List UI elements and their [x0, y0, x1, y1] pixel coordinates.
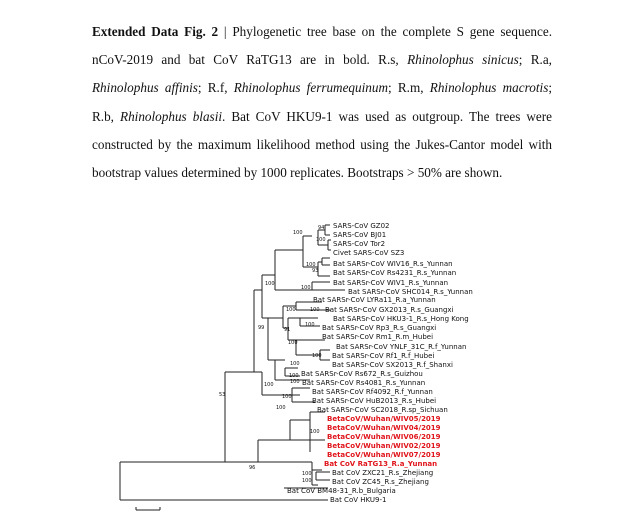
leaf-label: Bat SARSr-CoV SHC014_R.s_Yunnan	[348, 288, 473, 296]
bootstrap-value: 100	[305, 322, 315, 328]
bootstrap-value: 100	[289, 373, 299, 379]
bootstrap-value: 100	[302, 471, 312, 477]
bootstrap-value: 100	[293, 230, 303, 236]
bootstrap-value: 100	[310, 307, 320, 313]
branch	[325, 225, 330, 235]
species-name: Rhinolophus blasii	[120, 108, 223, 124]
caption-text: ; R.b,	[92, 80, 552, 124]
bootstrap-value: 96	[249, 465, 256, 471]
bootstrap-value: 94	[318, 225, 325, 231]
branch	[275, 250, 312, 290]
species-name: Rhinolophus macrotis	[429, 80, 549, 96]
leaf-label-highlight: BetaCoV/Wuhan/WIV02/2019	[327, 442, 441, 450]
bootstrap-value: 91	[284, 327, 291, 333]
bootstrap-value: 100	[286, 307, 296, 313]
leaf-label: Bat SARSr-CoV SX2013_R.f_Shanxi	[332, 361, 453, 369]
leaf-label: Bat CoV HKU9-1	[330, 496, 387, 504]
caption-text: ; R.m,	[388, 80, 430, 96]
leaf-label: SARS-CoV Tor2	[333, 240, 386, 248]
bootstrap-value: 100	[310, 429, 320, 435]
leaf-label: Bat SARSr-CoV WIV1_R.s_Yunnan	[333, 279, 449, 287]
caption-text: . Bat CoV HKU9-1 was used as outgroup. The trees were constructed by the maximum likelihood method using the Jukes-Cantor model with bootstrap values determined by 1000 replicates. Bootstraps > 50% are shown.	[92, 108, 553, 181]
branch	[328, 240, 331, 250]
bootstrap-value: 53	[219, 392, 226, 398]
scale-bar	[136, 507, 160, 510]
leaf-label: Bat SARSr-CoV YNLF_31C_R.f_Yunnan	[336, 343, 467, 351]
leaf-label: Bat SARSr-CoV HuB2013_R.s_Hubei	[312, 397, 437, 405]
bootstrap-value: 99	[258, 325, 265, 331]
leaf-label: Bat SARSr-CoV GX2013_R.s_Guangxi	[325, 306, 454, 314]
bootstrap-value: 100	[316, 237, 326, 243]
species-name: Rhinolophus affinis	[92, 80, 198, 96]
leaf-label: Bat SARSr-CoV Rs4081_R.s_Yunnan	[302, 379, 426, 387]
leaf-label-highlight: BetaCoV/Wuhan/WIV06/2019	[327, 433, 441, 441]
bootstrap-value: 100	[302, 478, 312, 484]
leaf-label: Bat SARSr-CoV Rs4231_R.s_Yunnan	[333, 269, 457, 277]
leaf-label: Civet SARS-CoV SZ3	[333, 249, 405, 257]
caption-text: nCoV-2019 and bat CoV RaTG13 are in bold. R.s,	[92, 52, 408, 68]
bootstrap-value: 100	[282, 394, 292, 400]
caption-separator: |	[218, 24, 233, 39]
leaf-label-highlight: BetaCoV/Wuhan/WIV04/2019	[327, 424, 441, 432]
caption-text: Phylogenetic tree base on the complete S gene sequence.	[232, 24, 553, 39]
bootstrap-value: 100	[265, 281, 275, 287]
bootstrap-value: 100	[301, 285, 311, 291]
branch	[322, 258, 330, 265]
figure-label: Extended Data Fig. 2	[92, 24, 219, 39]
leaf-label: Bat CoV ZC45_R.s_Zhejiang	[332, 478, 429, 486]
leaf-label: Bat SARSr-CoV Rf1_R.f_Hubei	[332, 352, 435, 360]
leaf-label-highlight: BetaCoV/Wuhan/WIV05/2019	[327, 415, 441, 423]
leaf-label: Bat SARSr-CoV Rs672_R.s_Guizhou	[301, 370, 423, 378]
branch	[258, 440, 312, 462]
bootstrap-value: 100	[264, 382, 274, 388]
leaf-label: Bat SARSr-CoV WIV16_R.s_Yunnan	[333, 260, 453, 268]
leaf-label: Bat SARSr-CoV Rf4092_R.f_Yunnan	[312, 388, 433, 396]
species-name: Rhinolophus ferrumequinum	[233, 80, 388, 96]
leaf-label: Bat SARSr-CoV LYRa11_R.a_Yunnan	[313, 296, 436, 304]
bootstrap-value: 100	[312, 353, 322, 359]
branch	[316, 472, 330, 480]
leaf-label: Bat SARSr-CoV Rm1_R.m_Hubei	[322, 333, 434, 341]
branch	[290, 420, 325, 440]
leaf-label: Bat SARSr-CoV HKU3-1_R.s_Hong Kong	[333, 315, 469, 323]
bootstrap-value: 100	[306, 262, 316, 268]
branch	[318, 262, 330, 276]
branch	[268, 318, 283, 360]
branch	[312, 462, 322, 485]
leaf-label: Bat SARSr-CoV SC2018_R.sp_Sichuan	[317, 406, 448, 414]
leaf-label: SARS-CoV GZ02	[333, 222, 390, 230]
bootstrap-value: 100	[290, 361, 300, 367]
leaf-label: Bat SARSr-CoV Rp3_R.s_Guangxi	[322, 324, 437, 332]
bootstrap-value: 100	[290, 379, 300, 385]
leaf-label: SARS-CoV BJ01	[333, 231, 387, 239]
bootstrap-value: 100	[276, 405, 286, 411]
species-name: Rhinolophus sinicus	[407, 52, 519, 68]
leaf-label: Bat CoV ZXC21_R.s_Zhejiang	[332, 469, 434, 477]
leaf-label-highlight: Bat CoV RaTG13_R.a_Yunnan	[324, 460, 438, 468]
bootstrap-value: 100	[288, 340, 298, 346]
leaf-label: Bat CoV BM48-31_R.b_Bulgaria	[287, 487, 396, 495]
branch	[254, 290, 265, 372]
bootstrap-value: 93	[312, 268, 319, 274]
caption-text: ; R.a,	[518, 52, 552, 68]
leaf-label-highlight: BetaCoV/Wuhan/WIV07/2019	[327, 451, 441, 459]
caption-text: ; R.f,	[197, 80, 234, 96]
